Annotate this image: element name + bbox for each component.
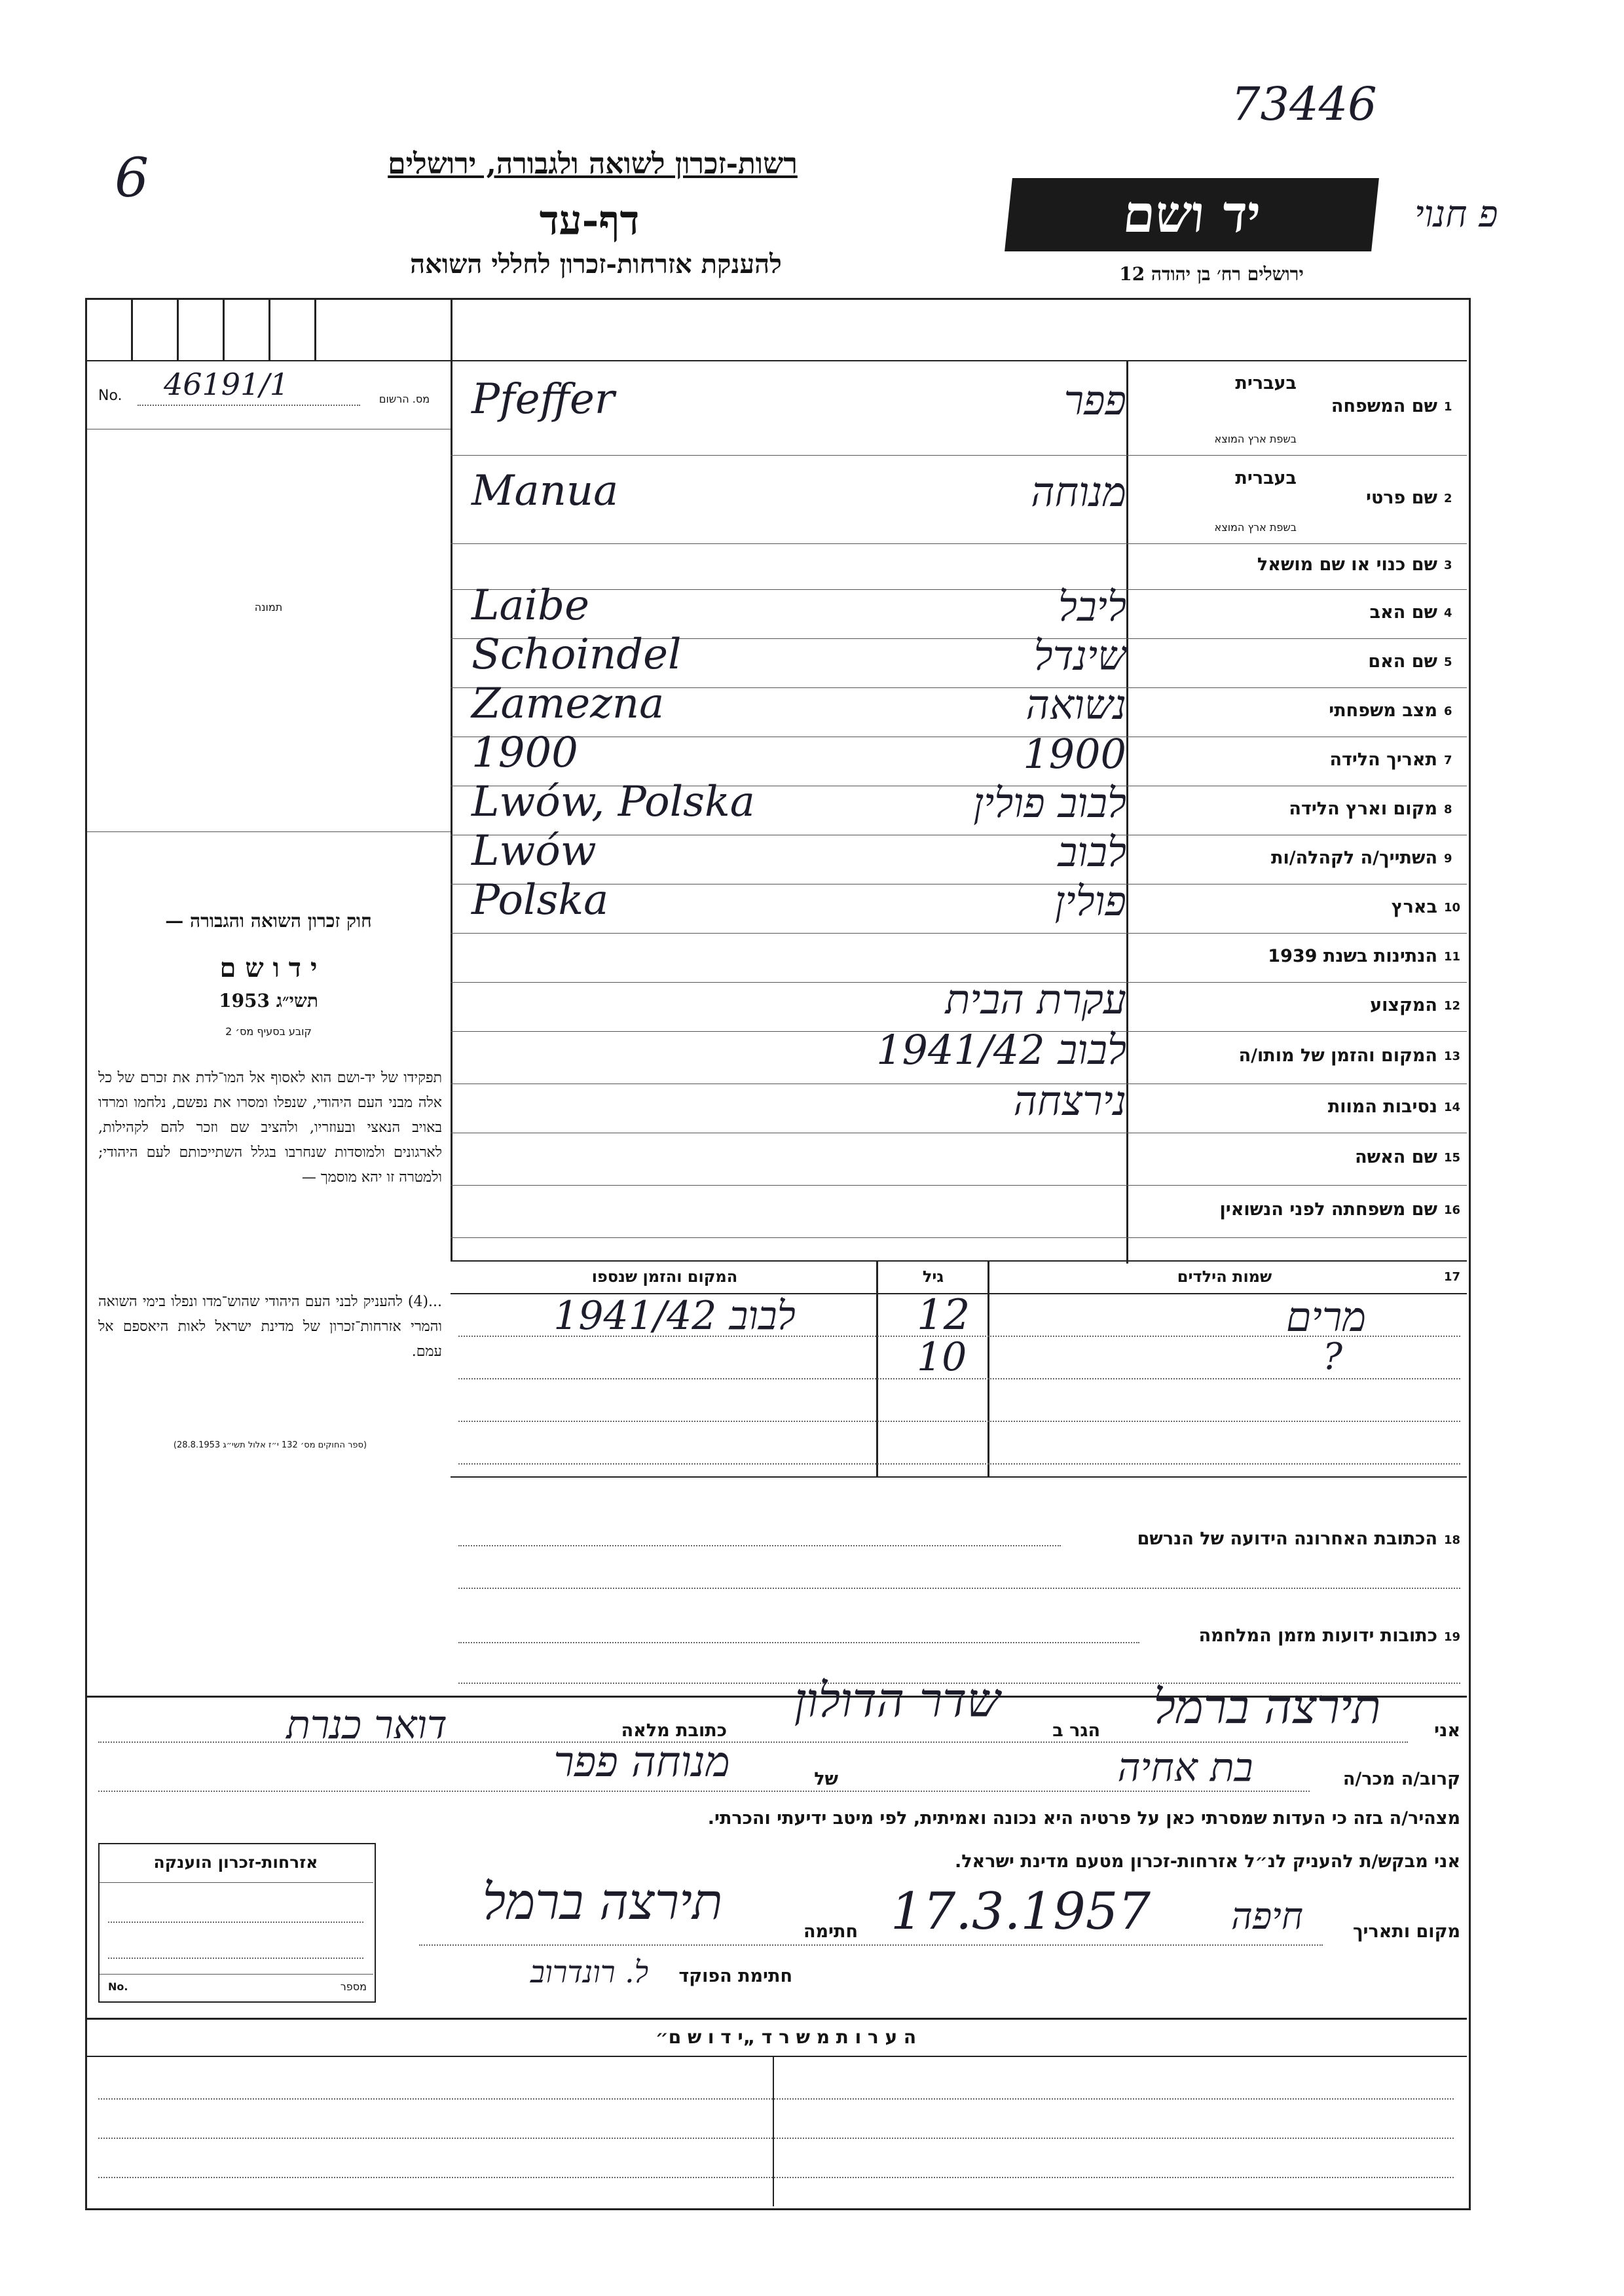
child-2-name: ? [1323,1336,1343,1378]
citizenship-title: אזרחות-זכרון הוענקה [153,1853,318,1872]
field-num: 4 [1444,606,1452,620]
citizenship-line-1 [100,1882,373,1883]
field-row-line [451,543,1467,544]
field-value-latin: Lwów, Polska [471,777,755,826]
law-clause: קובע בסעיף מס׳ 2 [225,1025,312,1038]
field-value-hebrew: עקרת הבית [945,975,1126,1023]
law-body: תפקידו של יד-ושם הוא לאסוף אל המו־לדת את זכרם של כל אלה מבני העם היהודי, שנפלו ומסרו את נפשם, נלחמו ומרדו באויב הנאצי ובעוזריו, ולהציב שם וזכר להם לקהילות, לארגונים ולמוסדות שנחרבו בגלל השתייכותם לעם היהודי; ולמטרה זו יהא מוסמך — [98,1070,442,1186]
field-label: המקום והזמן של מותו/ה [1238,1046,1437,1066]
field-num: 11 [1444,949,1461,964]
field-label: מצב משפחתי [1329,700,1437,721]
field-19-num: 19 [1444,1630,1461,1644]
child-1-age: 12 [917,1291,970,1339]
decl-statement-2: אני מבקש/ת להעניק לנ״ל אזרחות-זכרון מטעם מדינת ישראל. [954,1851,1460,1872]
decl-officer-label: חתימת הפוקד [678,1966,792,1986]
field-num: 12 [1444,998,1461,1013]
field-label: הנתינות בשנת 1939 [1268,945,1437,966]
stub-box-2 [177,298,179,360]
field-row-line [451,455,1467,456]
registration-value: 46191/1 [164,367,289,402]
field-num: 6 [1444,704,1452,718]
field-18-label: הכתובת האחרונה הידועה של הנרשם [1137,1529,1437,1549]
children-col-divider-2 [987,1260,989,1476]
field-num: 3 [1444,558,1452,572]
child-row-line-3 [458,1421,1460,1422]
field-num: 15 [1444,1151,1461,1165]
decl-prefix: אני [1434,1721,1460,1741]
decl-signature: תירצה ברמל [482,1872,723,1931]
decl-name: תירצה ברמל [1153,1679,1381,1734]
field-18-num: 18 [1444,1533,1461,1547]
law-year: תשי״ג 1953 [219,990,318,1011]
registration-label: מס. הרשום [378,393,430,405]
decl-line-3 [419,1944,1323,1946]
stub-box-3 [223,298,225,360]
photo-label: תמונה [254,601,283,613]
field-sub-origin: בשפת ארץ המוצא [1214,521,1297,534]
field-num: 2 [1444,491,1452,505]
field-label: שם כנוי או שם מושאל [1257,555,1437,575]
child-1-place: לבוב 1941/42 [553,1293,796,1339]
decl-line-2 [98,1791,1310,1792]
field-value-hebrew: לבוב פולין [973,778,1126,827]
citizenship-line-4 [100,1974,373,1975]
decl-statement-1: מצהיר/ה בזה כי העדות שמסרתי כאן על פרטיה היא נכונה ואמיתית, לפי מיטב ידיעתי והכרתי. [707,1808,1460,1829]
children-num: 17 [1444,1270,1461,1284]
child-1-name: מרים [1285,1293,1367,1341]
field-18-dots [458,1545,1061,1546]
remarks-header-line [87,2056,1467,2057]
field-num: 14 [1444,1100,1461,1114]
field-num: 13 [1444,1049,1461,1063]
address: ירושלים רח׳ בן יהודה 12 [1119,263,1304,285]
field-label: השתייך/ה לקהלה/ות [1271,847,1437,868]
field-label: מקום וארץ הלידה [1289,798,1437,819]
stub-box-4 [268,298,270,360]
field-value-hebrew: פפר [1063,376,1126,424]
field-value-latin: Laibe [471,581,589,630]
registration-no-label: No. [98,388,122,404]
form-subtitle: להענקת אזרחות-זכרון לחללי השואה [410,249,782,280]
child-row-line-4 [458,1463,1460,1465]
field-value-latin: Polska [471,875,609,924]
photo-column-divider [451,298,452,1260]
law-heading: חוק זכרון השואה והגבורה — [165,910,372,932]
remarks-divider [773,2056,774,2206]
field-label: שם האב [1369,602,1437,623]
institution-name: רשות-זכרון לשואה ולגבורה, ירושלים [388,147,798,181]
decl-officer-signature: ל. רונדרוב [530,1954,649,1990]
decl-resides-label: הגר ב [1052,1721,1100,1741]
children-bottom-line [451,1476,1467,1478]
law-source: (ספר החוקים מס׳ 132 י״ז אלול תשי״ג 28.8.1953) [173,1440,367,1450]
field-label: בארץ [1391,896,1437,917]
sheet-number: 6 [115,147,149,210]
remarks-top-line [87,2018,1467,2020]
decl-place: חיפה [1231,1895,1303,1938]
field-label: שם משפחתה לפני הנשואין [1219,1199,1437,1220]
field-value-latin: Schoindel [471,630,682,679]
field-label: שם האשה [1355,1147,1437,1167]
field-row-line [451,1185,1467,1186]
logo-text: יד ושם [1120,185,1264,244]
remarks-line-1 [98,2098,1454,2100]
registration-dots [138,405,360,406]
archive-number: 73446 [1231,77,1377,131]
field-value-hebrew: שינדל [1033,631,1126,680]
decl-place-date-label: מקום ותאריך [1352,1922,1460,1942]
children-col-names: שמות הילדים [1177,1267,1272,1286]
side-note: פ חנוי [1414,193,1498,236]
photo-bottom-line [87,831,451,832]
field-num: 5 [1444,655,1452,669]
decl-address: דואר כנרת [286,1702,447,1748]
decl-resides-place: שדר הדולון [794,1673,1001,1728]
field-value-hebrew: לבוב [1058,828,1126,876]
decl-relation-label: קרוב/ה מכר/ה [1342,1769,1460,1789]
field-num: 7 [1444,753,1452,767]
field-num: 1 [1444,399,1452,414]
field-label: תאריך הלידה [1329,749,1437,770]
field-label: שם המשפחה [1331,395,1437,416]
citizenship-no-label: No. [108,1980,128,1993]
field-value-hebrew: 1900 [1023,729,1126,778]
field-19-label: כתובות ידועות מזמן המלחמה [1198,1626,1437,1646]
law-name: י ד ו ש ם [219,953,318,983]
field-label: שם פרטי [1366,487,1437,508]
field-value-latin: Manua [471,466,619,515]
citizenship-line-2 [108,1922,363,1923]
field-value-hebrew: נירצחה [1013,1076,1126,1125]
field-value-hebrew: ליבל [1058,582,1126,630]
top-strip-line [87,360,1467,361]
remarks-line-3 [98,2177,1454,2178]
field-value-hebrew: נשואה [1025,680,1126,729]
field-value-latin: Pfeffer [471,374,615,424]
field-row-line [451,933,1467,934]
field-num: 16 [1444,1203,1461,1217]
field-num: 8 [1444,802,1452,816]
field-value-hebrew: לבוב 1941/42 [876,1026,1126,1074]
field-value-hebrew: מנוחה [1031,467,1126,516]
decl-date: 17.3.1957 [891,1882,1151,1941]
field-num: 9 [1444,851,1452,866]
yad-vashem-logo [1005,178,1379,251]
field-value-latin: Zamezna [471,679,665,728]
decl-relation: בת אחיה [1117,1745,1253,1791]
field-sub-origin: בשפת ארץ המוצא [1214,433,1297,445]
value-column-divider [1126,360,1128,1264]
field-label: המקצוע [1370,994,1437,1015]
field-sub-hebrew: בעברית [1235,468,1297,488]
field-value-hebrew: פולין [1054,877,1126,925]
field-row-line [451,1237,1467,1238]
children-col-place: המקום והזמן שנספו [591,1267,738,1286]
law-body-2: ...(4) להעניק לבני העם היהודי שהוש־מדו ונפלו בימי השואה והמרי אזרחות־זכרון של מדינת ישראל לאות היאספם אל עמם. [98,1294,442,1360]
citizenship-line-3 [108,1958,363,1959]
field-num: 10 [1444,900,1461,915]
field-19-dots [458,1642,1139,1643]
field-value-latin: Lwów [471,826,597,875]
field-sub-hebrew: בעברית [1235,373,1297,393]
office-remarks-title: ה ע ר ו ת מ ש ר ד „י ד ו ש ם״ [655,2026,917,2048]
decl-address-label: כתובת מלאה [621,1721,727,1741]
child-2-age: 10 [917,1334,967,1380]
stub-box-1 [131,298,133,360]
decl-signature-label: חתימה [803,1922,858,1942]
stub-box-5 [314,298,316,360]
decl-person: מנוחה פפר [553,1738,730,1787]
field-label: שם האם [1368,651,1437,672]
citizenship-number-label: מספר [340,1980,367,1993]
field-value-latin: 1900 [471,728,578,777]
remarks-line-2 [98,2138,1454,2139]
form-title: דף-עד [539,196,640,244]
field-18-line-2 [458,1588,1460,1589]
children-col-age: גיל [922,1267,944,1286]
field-label: נסיבות המוות [1327,1096,1437,1117]
decl-of-label: של [814,1769,838,1789]
children-col-divider-1 [876,1260,878,1476]
children-top-line [451,1260,1467,1262]
